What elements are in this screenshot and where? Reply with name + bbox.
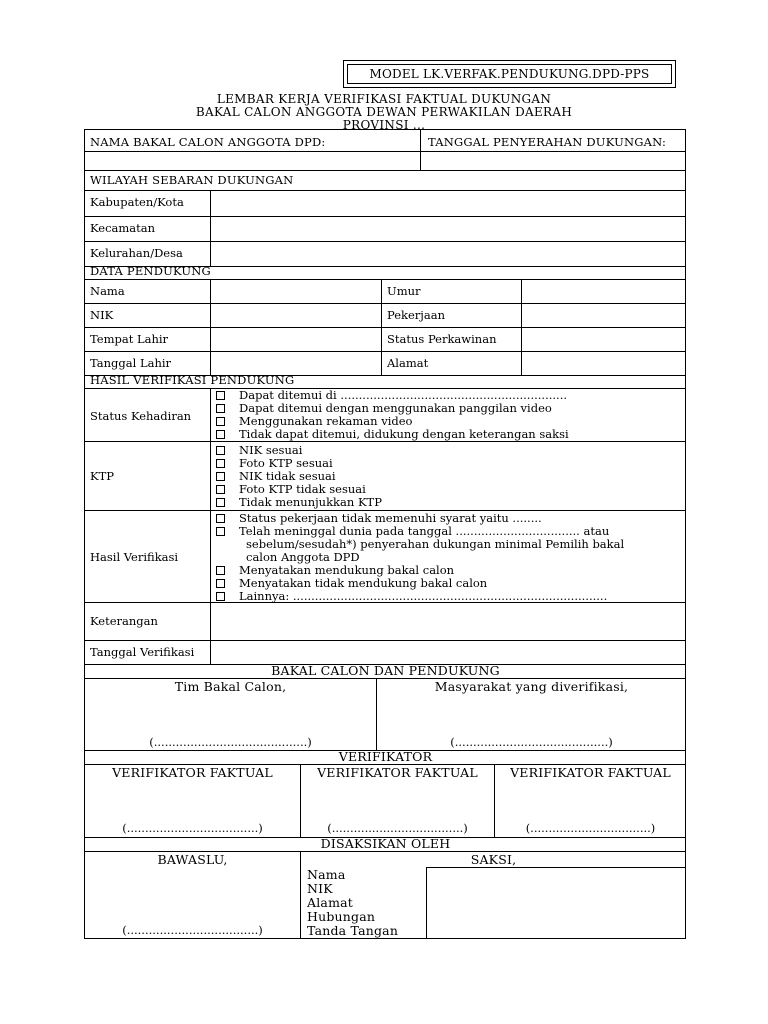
ktp-label: KTP [90,469,114,483]
keterangan-label: Keterangan [90,614,158,628]
checkbox-icon[interactable] [216,446,225,455]
saksi-tanda-tangan-label: Tanda Tangan [307,923,399,938]
wilayah-heading: WILAYAH SEBARAN DUKUNGAN [90,173,294,187]
checkbox-icon[interactable] [216,391,225,400]
verifikator-heading: VERIFIKATOR [338,749,433,764]
verification-form [84,129,686,939]
pekerjaan-label: Pekerjaan [387,308,445,322]
nama-calon-label: NAMA BAKAL CALON ANGGOTA DPD: [90,135,326,149]
verifikator-col-2: VERIFIKATOR FAKTUAL [317,765,478,780]
hasil-option-3[interactable]: Menyatakan mendukung bakal calon [216,564,454,577]
checkbox-icon[interactable] [216,472,225,481]
bawaslu-label: BAWASLU, [157,852,228,867]
checkbox-icon[interactable] [216,404,225,413]
masyarakat-label: Masyarakat yang diverifikasi, [434,679,629,694]
tanggal-verifikasi-field[interactable] [211,641,686,663]
verifikator-col-3: VERIFIKATOR FAKTUAL [510,765,671,780]
nik-field[interactable] [211,304,380,326]
kabupaten-field[interactable] [211,191,686,215]
hasil-option-2-line-2: sebelum/sesudah*) penyerahan dukungan minimal Pemilih bakal [246,537,625,551]
saksi-alamat-label: Alamat [307,895,354,910]
nik-label: NIK [90,308,114,322]
kelurahan-field[interactable] [211,242,686,265]
tanggal-lahir-label: Tanggal Lahir [90,356,172,370]
ktp-option-2[interactable]: Foto KTP sesuai [216,457,333,470]
kehadiran-option-2[interactable]: Dapat ditemui dengan menggunakan panggilan video [216,402,552,415]
nama-calon-field[interactable] [85,152,419,169]
kehadiran-option-3[interactable]: Menggunakan rekaman video [216,415,412,428]
verifikator-signature-1[interactable]: (....................................) [122,821,263,835]
hasil-option-2[interactable]: Telah meninggal dunia pada tanggal .................................. atau [216,525,609,538]
tanggal-lahir-field[interactable] [211,352,380,374]
saksi-nik-label: NIK [307,881,333,896]
tanggal-penyerahan-label: TANGGAL PENYERAHAN DUKUNGAN: [428,135,667,149]
checkbox-icon[interactable] [216,485,225,494]
hasil-option-1[interactable]: Status pekerjaan tidak memenuhi syarat yaitu ........ [216,512,542,525]
nama-field[interactable] [211,280,380,302]
alamat-label: Alamat [387,356,429,370]
checkbox-icon[interactable] [216,579,225,588]
tanggal-verifikasi-label: Tanggal Verifikasi [90,645,195,659]
checkbox-icon[interactable] [216,498,225,507]
ktp-option-3[interactable]: NIK tidak sesuai [216,470,336,483]
model-label-box [343,60,676,88]
saksi-fields-area[interactable] [427,868,686,938]
tempat-lahir-label: Tempat Lahir [90,332,169,346]
pekerjaan-field[interactable] [522,304,686,326]
ktp-option-1[interactable]: NIK sesuai [216,444,302,457]
hasil-option-5[interactable]: Lainnya: ...................................................................................... [216,590,607,603]
nama-label: Nama [90,284,125,298]
model-label: MODEL LK.VERFAK.PENDUKUNG.DPD-PPS [347,64,672,84]
saksi-nama-label: Nama [307,867,346,882]
masyarakat-signature-line[interactable]: (..........................................) [450,735,613,749]
bakal-calon-heading: BAKAL CALON DAN PENDUKUNG [271,663,500,678]
tim-signature-line[interactable]: (..........................................) [149,735,312,749]
umur-label: Umur [387,284,421,298]
status-perkawinan-label: Status Perkawinan [387,332,497,346]
checkbox-icon[interactable] [216,514,225,523]
title-line-3: PROVINSI ... [342,118,426,132]
kecamatan-label: Kecamatan [90,221,156,235]
hasil-heading: HASIL VERIFIKASI PENDUKUNG [90,373,295,387]
verifikator-signature-2[interactable]: (....................................) [327,821,468,835]
title-line-1: LEMBAR KERJA VERIFIKASI FAKTUAL DUKUNGAN [216,92,552,106]
saksi-label: SAKSI, [470,852,517,867]
checkbox-icon[interactable] [216,527,225,536]
title-line-2: BAKAL CALON ANGGOTA DEWAN PERWAKILAN DAERAH [195,105,573,119]
tempat-lahir-field[interactable] [211,328,380,350]
kelurahan-label: Kelurahan/Desa [90,246,183,260]
keterangan-field[interactable] [211,603,686,639]
hasil-option-4[interactable]: Menyatakan tidak mendukung bakal calon [216,577,487,590]
verifikator-signature-3[interactable]: (.................................) [525,821,656,835]
hasil-option-2-line-3: calon Anggota DPD [246,550,360,564]
checkbox-icon[interactable] [216,566,225,575]
kehadiran-option-1[interactable]: Dapat ditemui di .............................................................. [216,389,567,402]
umur-field[interactable] [522,280,686,302]
kehadiran-option-4[interactable]: Tidak dapat ditemui, didukung dengan keterangan saksi [216,428,569,441]
alamat-field[interactable] [522,352,686,374]
pendukung-heading: DATA PENDUKUNG [90,264,211,278]
status-perkawinan-field[interactable] [522,328,686,350]
kabupaten-label: Kabupaten/Kota [90,195,184,209]
checkbox-icon[interactable] [216,430,225,439]
disaksikan-heading: DISAKSIKAN OLEH [320,836,451,851]
checkbox-icon[interactable] [216,592,225,601]
checkbox-icon[interactable] [216,459,225,468]
status-kehadiran-label: Status Kehadiran [90,409,192,423]
ktp-option-5[interactable]: Tidak menunjukkan KTP [216,496,382,509]
saksi-hubungan-label: Hubungan [307,909,376,924]
verifikator-col-1: VERIFIKATOR FAKTUAL [112,765,273,780]
tanggal-penyerahan-field[interactable] [421,152,686,169]
kecamatan-field[interactable] [211,217,686,240]
checkbox-icon[interactable] [216,417,225,426]
ktp-option-4[interactable]: Foto KTP tidak sesuai [216,483,366,496]
bawaslu-signature-line[interactable]: (....................................) [122,923,263,937]
tim-bakal-calon-label: Tim Bakal Calon, [174,679,287,694]
hasil-verifikasi-label: Hasil Verifikasi [90,550,179,564]
